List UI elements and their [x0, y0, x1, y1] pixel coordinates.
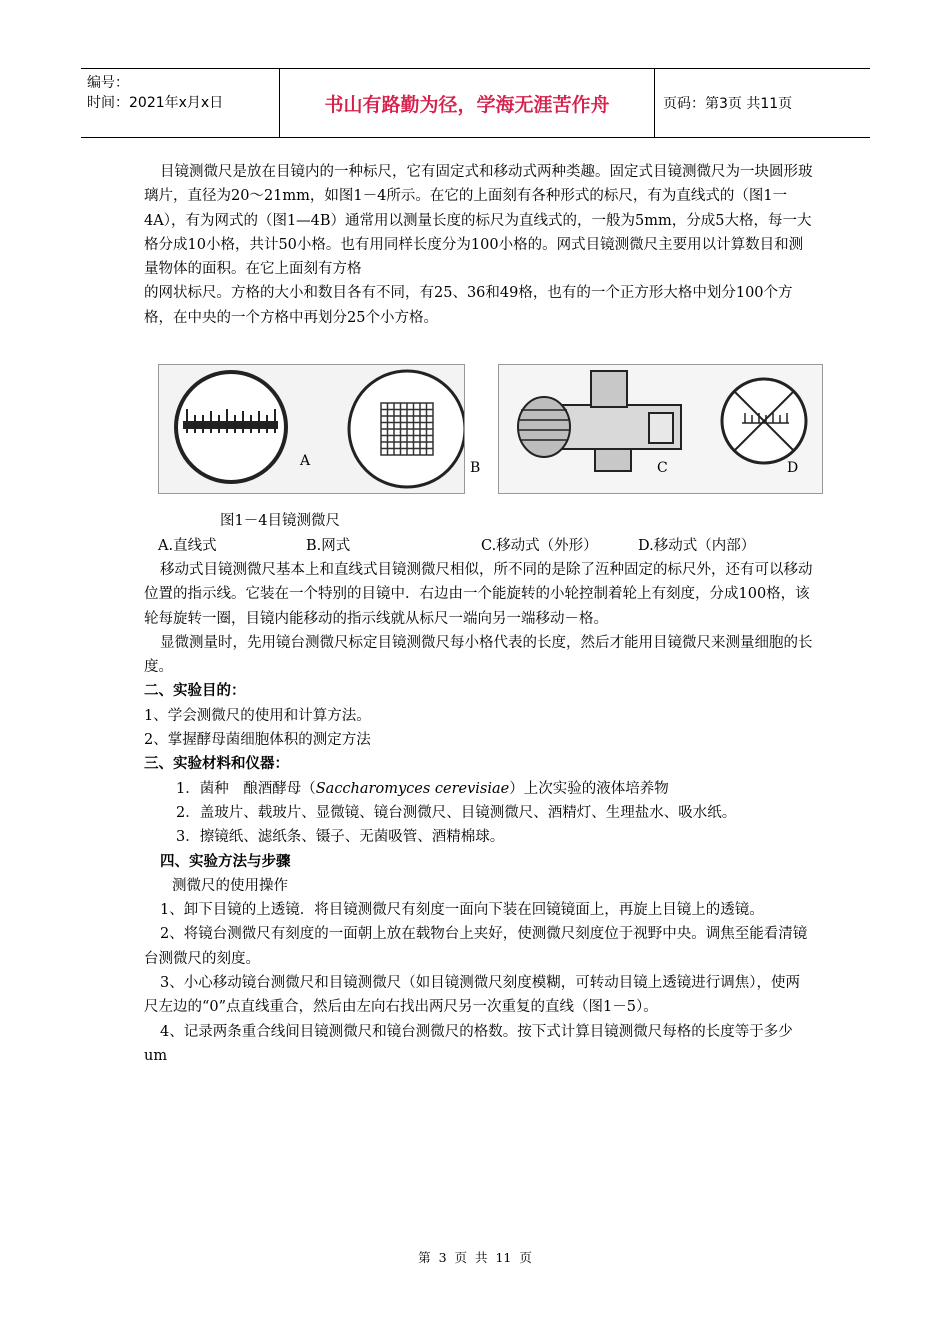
step: 3、小心移动镜台测微尺和目镜测微尺（如目镜测微尺刻度模糊，可转动目镜上透镜进行调焦），使两尺左边的“0”点直线重合，然后由左向右找出两尺另一次重复的直线（图1－5）。	[144, 975, 800, 1016]
section-3-title: 三、实验材料和仪器：	[144, 755, 289, 773]
list-item: 3．擦镜纸、滤纸条、镊子、无菌吸管、酒精棉球。	[176, 829, 505, 846]
header-time-label: 时间：2021年x月x日	[87, 95, 224, 111]
figure-ab-drawing	[159, 365, 464, 493]
figure-sub-c: C.移动式（外形）	[481, 538, 598, 554]
step: 2、将镜台测微尺有刻度的一面朝上放在载物台上夹好，使测微尺刻度位于视野中央。调焦至能看清镜台测微尺的刻度。	[144, 926, 808, 967]
figure-sub-d: D.移动式（内部）	[638, 538, 756, 554]
header-page-cell	[655, 69, 870, 137]
step: 4、记录两条重合线间目镜测微尺和镜台测微尺的格数。按下式计算目镜测微尺每格的长度等于多少um	[144, 1023, 793, 1064]
page-header	[81, 68, 870, 138]
paragraph: 目镜测微尺是放在目镜内的一种标尺，它有固定式和移动式两种类趣。固定式目镜测微尺为一块圆形玻璃片，直径为20～21mm，如图1－4所示。在它的上面刻有各种形式的标尺，有为直线式的（图1一4A），有为网式的（图1—4B）通常用以测量长度的标尺为直线式的，一般为5mm，分成5大格，每一大格分成10小格，共计50小格。也有用同样长度分为100小格的。网式目镜测微尺主要用以计算数目和测量物体的面积。在它上面刻有方格	[144, 164, 813, 278]
list-item: 2．盖玻片、载玻片、显微镜、镜台测微尺、目镜测微尺、酒精灯、生理盐水、吸水纸。	[176, 804, 737, 821]
figure-sub-a: A.直线式	[158, 538, 217, 554]
paragraph: 显微测量时，先用镜台测微尺标定目镜测微尺每小格代表的长度，然后才能用目镜微尺来测量细胞的长度。	[144, 634, 813, 676]
header-motto: 书山有路勤为径，学海无涯苦作舟	[280, 69, 655, 137]
item-prefix: 1．菌种 酿酒酵母（	[176, 780, 316, 797]
paragraph: 移动式目镜测微尺基本上和直线式目镜测微尺相似，所不同的是除了沍种固定的标尺外，还有可以移动位置的指示线。它装在一个特别的目镜中．右边由一个能旋转的小轮控制着轮上有刻度，分成100格，该轮每旋转一圈，目镜内能移动的指示线就从标尺一端向另一端移动－格。	[144, 562, 813, 627]
item-suffix: ）上次实验的液体培养物	[509, 780, 669, 797]
figure-label-d: D	[787, 460, 799, 476]
header-page-label: 页码：第3页 共11页	[663, 96, 793, 112]
header-number-label: 编号：	[87, 75, 129, 91]
section-4-subtitle: 测微尺的使用操作	[172, 877, 288, 894]
figure-label-b: B	[470, 460, 481, 476]
step: 1、卸下目镜的上透镜．将目镜测微尺有刻度一面向下装在回镜镜面上，再旋上目镜上的透镜。	[160, 902, 764, 919]
intro-text	[144, 160, 814, 330]
paragraph: 的网状标尺。方格的大小和数目各有不同，有25、36和49格，也有的一个正方形大格中划分100个方格，在中央的一个方格中再划分25个小方格。	[144, 285, 793, 326]
figure-sub-b: B.网式	[306, 538, 351, 554]
figure-label-c: C	[657, 460, 668, 476]
figure-label-a: A	[300, 453, 311, 469]
figure-movable-micrometer	[498, 364, 823, 494]
main-text	[144, 558, 814, 1068]
page-footer: 第 3 页 共 11 页	[418, 1250, 532, 1265]
section-2-title: 二、实验目的：	[144, 682, 246, 700]
header-left-cell	[81, 69, 280, 137]
list-item: 2、掌握酵母菌细胞体积的测定方法	[144, 732, 371, 749]
list-item	[144, 777, 814, 801]
latin-name: Saccharomyces cerevisiae	[315, 780, 510, 797]
figure-fixed-micrometer	[158, 364, 465, 494]
figure-caption: 图1－4目镜测微尺	[220, 513, 340, 529]
list-item: 1、学会测微尺的使用和计算方法。	[144, 707, 371, 724]
section-4-title: 四、实验方法与步骤	[160, 852, 291, 870]
